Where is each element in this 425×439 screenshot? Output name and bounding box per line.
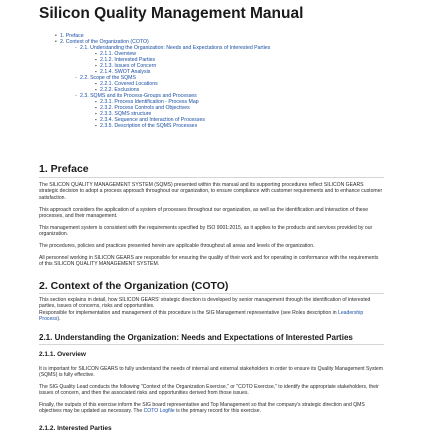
coto-paragraph [39,310,384,323]
toc-link[interactable]: • 2. Context of the Organization (COTO) [60,39,149,45]
section-divider [39,344,384,345]
section-divider [39,293,384,294]
preface-paragraph: This management system is consistent with the requirements specified by ISO 9001:2015, as it applies to the products and services provided by our organization. [39,225,373,238]
toc-link[interactable]: ◦ 2.3. SQMS and its Process-Groups and Processes [80,93,197,99]
overview-paragraph-text: Finally, the outputs of this exercise inform the SIG board representative and Top Management so that the company's strategic direction and QMS objectives may be updated as necessary. The [39,402,365,415]
overview-paragraph: It is important for SILICON GEARS to fully understand the needs of internal and external stakeholders in order to ensure its Quality Management System (SQMS) is fully effective. [39,366,383,379]
overview-paragraph-end: is the primary record for this exercise. [174,408,261,415]
preface-paragraph: The SILICON QUALITY MANAGEMENT SYSTEM (SQMS) presented within this manual and its supporting procedures reflect SILICON GEARS strategic decision to adopt a process approach throughout our organization, to ensure compliance with customer requirements and to enhance customer satisfaction. [39,182,383,201]
section-heading-coto: 2. Context of the Organization (COTO) [39,280,229,292]
toc-link[interactable]: ▪ 2.3.4. Sequence and Interaction of Processes [100,117,205,123]
toc-link[interactable]: ▪ 2.1.4. SWOT Analysis [100,69,150,75]
overview-paragraph [39,402,384,415]
preface-paragraph: All personnel working in SILICON GEARS are responsible for ensuring the quality of their work and for operating in conformance with the requirements of this SILICON QUALITY MANAGEMENT SYSTEM. [39,255,379,268]
toc-link[interactable]: ▪ 2.3.3. SQMS structure [100,111,151,117]
toc-link[interactable]: ▪ 2.1.1. Overview [100,51,136,57]
toc-link[interactable]: • 1. Preface [60,33,84,39]
coto-logfile-link[interactable]: COTO Logfile [143,408,175,415]
preface-paragraph: The procedures, policies and practices presented herein are applicable throughout all areas and levels of the organization. [39,243,315,249]
toc-link[interactable]: ▪ 2.2.1. Covered Locations [100,81,158,87]
preface-paragraph: This approach considers the application of a system of processes throughout our organization, as well as the identification and interaction of these processes, and their management. [39,207,369,220]
overview-paragraph: The SIG Quality Lead conducts the following "Context of the Organization Exercise," or "COTO Exercise," to identify the appropriate stakeholders, their issues of concern, and then the associated risks and opportunities derived from those issues. [39,384,379,397]
toc-link[interactable]: ▪ 2.3.2. Process Controls and Objectives [100,105,190,111]
document-title: Silicon Quality Management Manual [39,5,304,22]
coto-paragraph-end: ). [57,316,61,323]
leadership-process-link[interactable]: Leadership Process [39,310,364,323]
toc-link[interactable]: ▪ 2.3.1. Process Identification - Process Map [100,99,199,105]
toc-link[interactable]: ▪ 2.1.3. Issues of Concern [100,63,156,69]
toc-link[interactable]: ◦ 2.1. Understanding the Organization: Needs and Expectations of Interested Parties [80,45,270,51]
toc-link[interactable]: ▪ 2.3.5. Description of the SQMS Processes [100,123,197,129]
section-heading-preface: 1. Preface [39,163,89,175]
coto-paragraph-text: Responsible for implementation and management of this procedure is the SIG Management representative (see Roles description in [39,310,338,316]
toc-link[interactable]: ◦ 2.2. Scope of the SQMS [80,75,136,81]
section-divider [39,177,384,178]
interested-parties-heading: 2.1.2. Interested Parties [39,425,112,432]
overview-heading: 2.1.1. Overview [39,351,86,358]
toc-link[interactable]: ▪ 2.1.2. Interested Parties [100,57,155,63]
coto-paragraph: This section explains in detail, how SILICON GEARS' strategic direction is developed by senior management through the identification of interested parties, issues of concerns, risks and opportunities. [39,297,371,310]
subsection-heading: 2.1. Understanding the Organization: Needs and Expectations of Interested Parties [39,333,353,342]
toc-link[interactable]: ▪ 2.2.2. Exclusions [100,87,139,93]
